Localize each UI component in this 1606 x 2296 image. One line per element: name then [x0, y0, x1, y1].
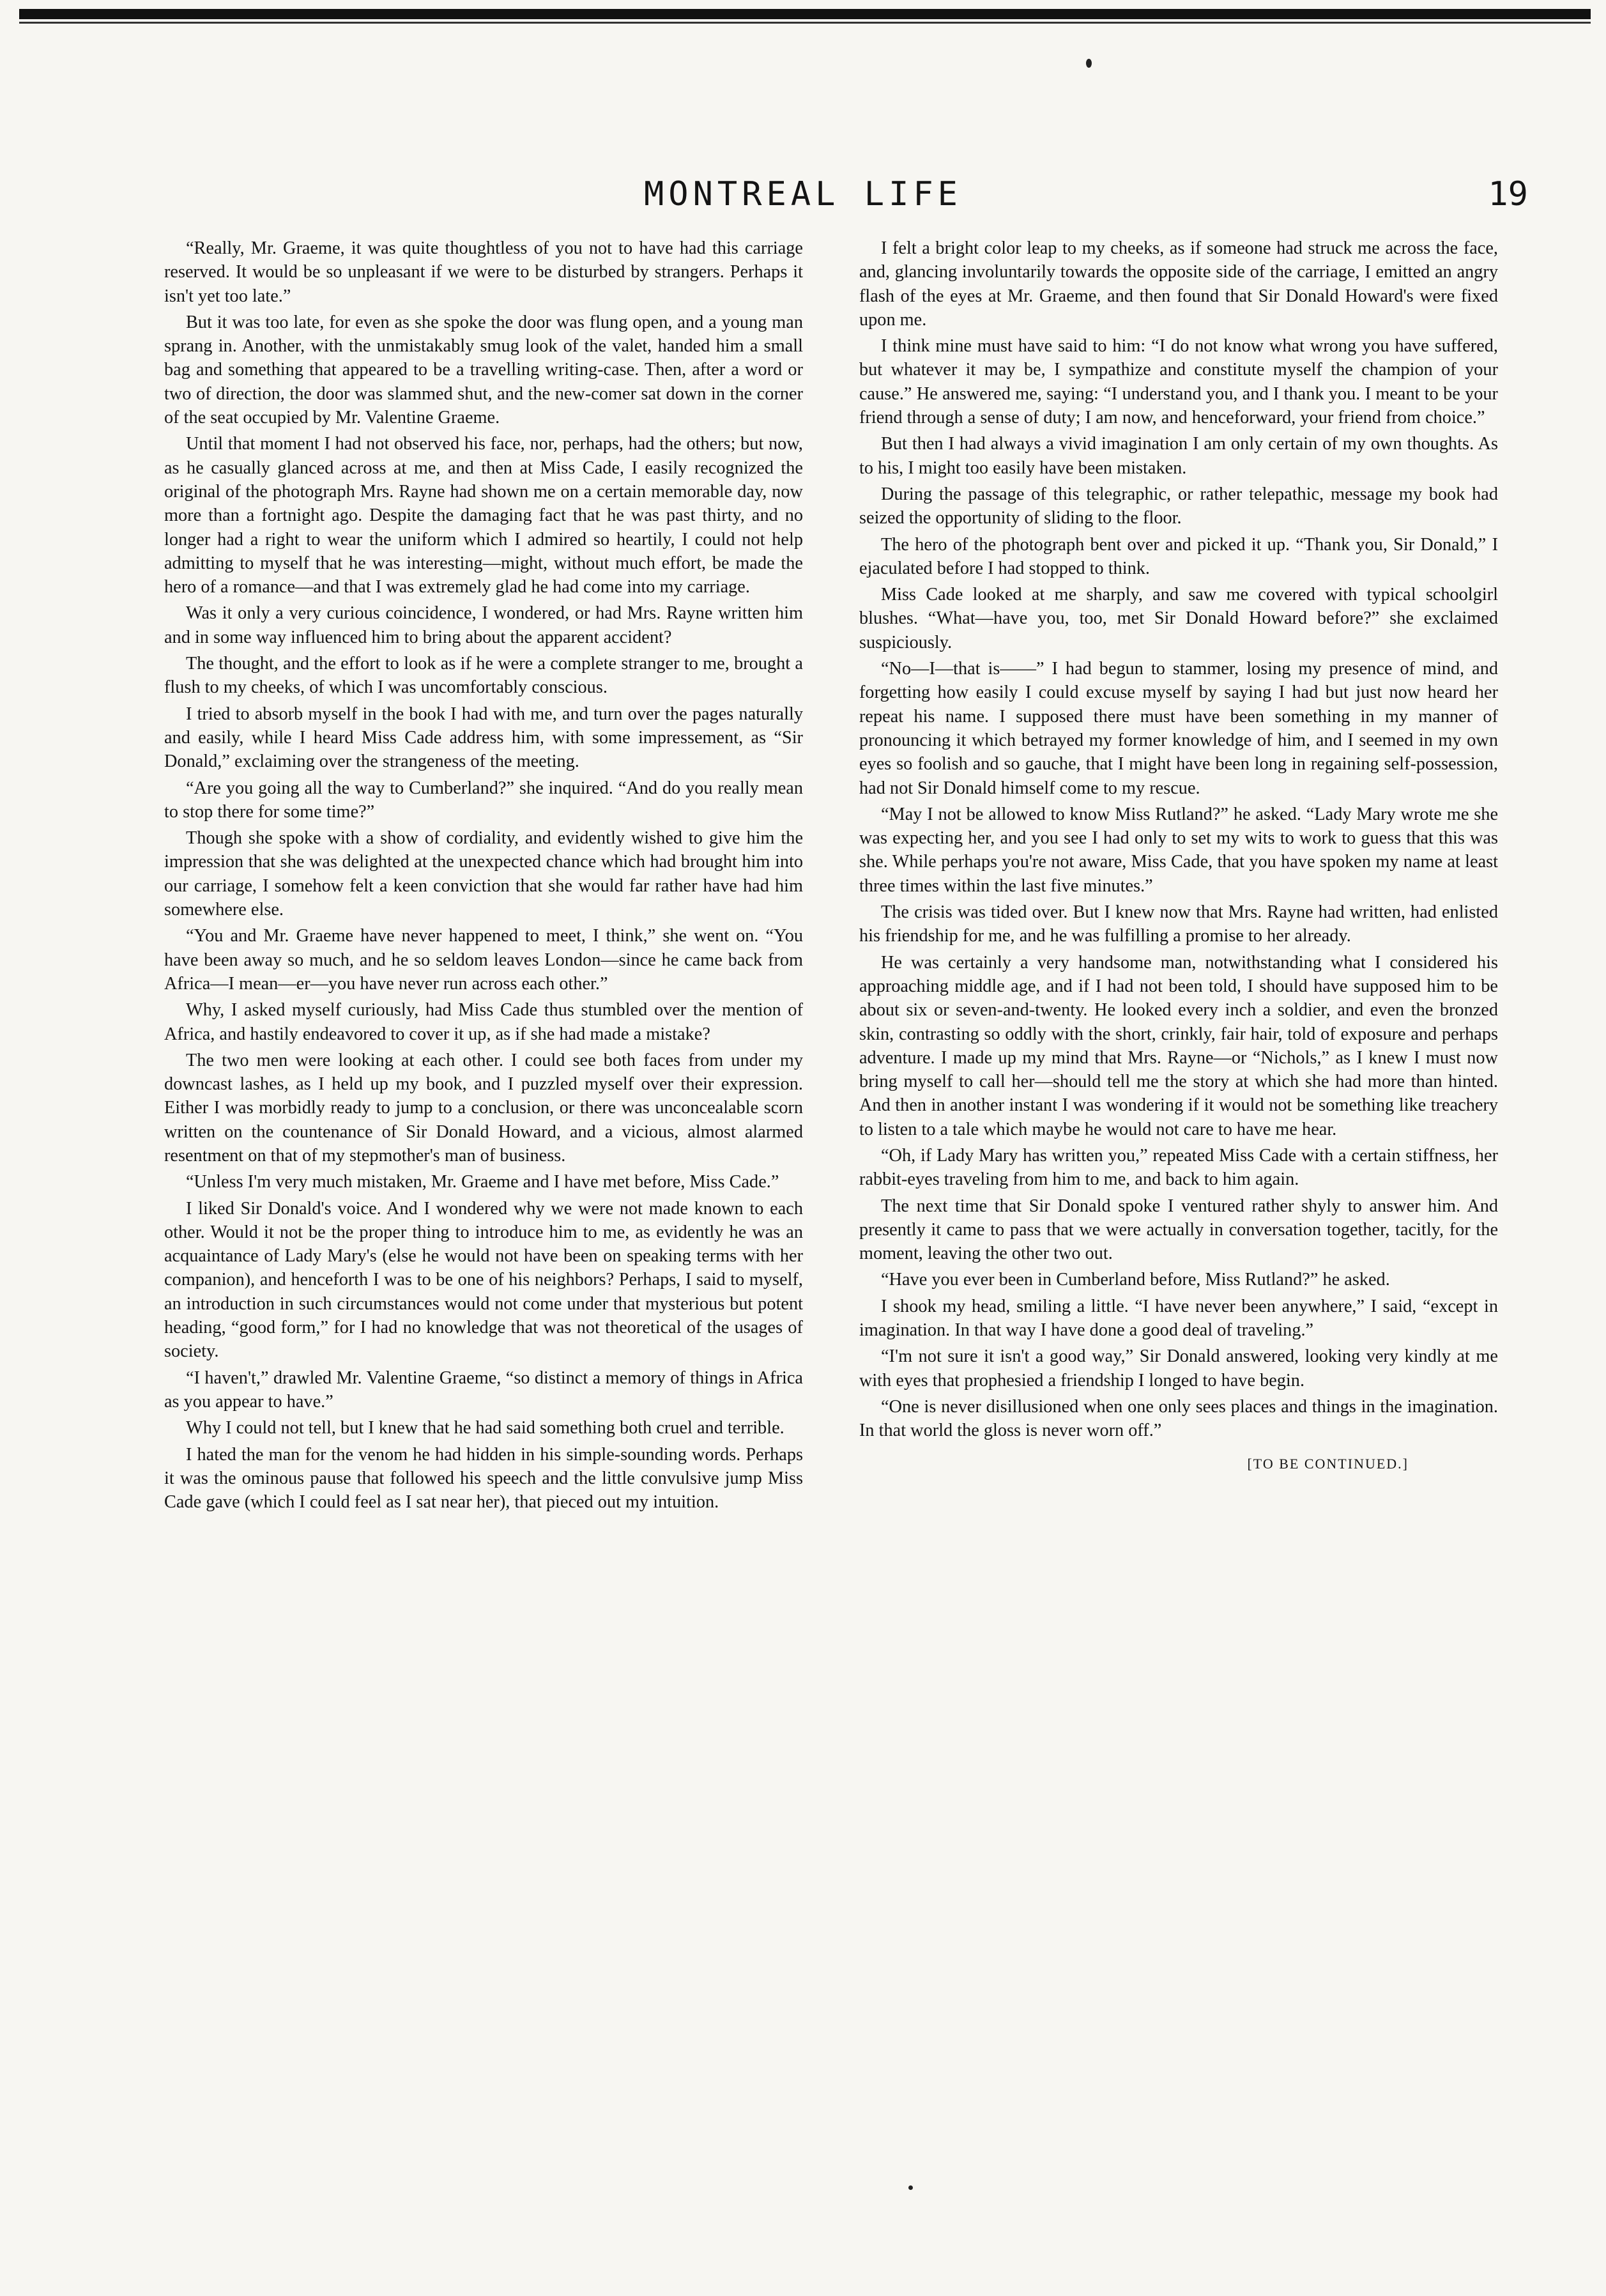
paragraph: Was it only a very curious coincidence, I wondered, or had Mrs. Rayne written him and in some way influenced him to bring about the apparent accident?	[164, 603, 803, 647]
paragraph: “Have you ever been in Cumberland before, Miss Rutland?” he asked.	[881, 1270, 1390, 1290]
paragraph: Miss Cade looked at me sharply, and saw me covered with typical schoolgirl blushes. “What—have you, too, met Sir Donald Howard before?” she exclaimed suspiciously.	[859, 585, 1498, 652]
paragraph: “I'm not sure it isn't a good way,” Sir Donald answered, looking very kindly at me with eyes that prophesied a friendship I longed to have begin.	[859, 1346, 1498, 1391]
paragraph: The crisis was tided over. But I knew now that Mrs. Rayne had written, had enlisted his friendship for me, and he was fulfilling a promise to her already.	[859, 902, 1498, 946]
paragraph: The thought, and the effort to look as if he were a complete stranger to me, brought a flush to my cheeks, of which I was uncomfortably conscious.	[164, 654, 803, 698]
ink-speck	[908, 2185, 913, 2190]
page-number: 19	[1488, 175, 1528, 213]
paragraph: The next time that Sir Donald spoke I ventured rather shyly to answer him. And presently it came to pass that we were actually in conversation together, tacitly, for the moment, leaving the other two out.	[859, 1196, 1498, 1264]
page-header	[0, 174, 1606, 219]
paragraph: I hated the man for the venom he had hidden in his simple-sounding words. Perhaps it was the ominous pause that followed his speech and the little convulsive jump Miss Cade gave (which I could feel as I sat near her), that pieced out my intuition.	[164, 1444, 803, 1513]
paragraph: I think mine must have said to him: “I do not know what wrong you have suffered, but whatever it may be, I sympathize and constitute myself the champion of your cause.” He answered me, saying: “I understand you, and I thank you. I meant to be your friend through a sense of duty; I am now, and henceforward, your friend from choice.”	[859, 336, 1498, 428]
paragraph: “Oh, if Lady Mary has written you,” repeated Miss Cade with a certain stiffness, her rabbit-eyes traveling from him to me, and back to him again.	[859, 1145, 1498, 1190]
paragraph: “I haven't,” drawled Mr. Valentine Graeme, “so distinct a memory of things in Africa as you appear to have.”	[164, 1368, 803, 1412]
top-rule	[19, 9, 1591, 19]
paragraph: But it was too late, for even as she spoke the door was flung open, and a young man sprang in. Another, with the unmistakably smug look of the valet, handed him a small bag and something that appeared to be a travelling writing-case. Then, after a word or two of direction, the door was slammed shut, and the new-comer sat down in the corner of the seat occupied by Mr. Valentine Graeme.	[164, 312, 803, 428]
right-column	[859, 236, 1498, 1475]
to-be-continued-note: [TO BE CONTINUED.]	[1247, 1455, 1409, 1472]
paragraph: But then I had always a vivid imagination I am only certain of my own thoughts. As to his, I might too easily have been mistaken.	[859, 434, 1498, 478]
ink-speck	[1086, 59, 1092, 68]
paragraph: “You and Mr. Graeme have never happened to meet, I think,” she went on. “You have been away so much, and he so seldom leaves London—since he came back from Africa—I mean—er—you have never run across each other.”	[164, 926, 803, 994]
paragraph: The two men were looking at each other. I could see both faces from under my downcast lashes, as I held up my book, and I puzzled myself over their expression. Either I was morbidly ready to jump to a conclusion, or there was unconcealable scorn written on the countenance of Sir Donald Howard, and a vicious, almost alarmed resentment on that of my stepmother's man of business.	[164, 1050, 803, 1166]
paragraph: I shook my head, smiling a little. “I have never been anywhere,” I said, “except in imagination. In that way I have done a good deal of traveling.”	[859, 1296, 1498, 1341]
running-title: MONTREAL LIFE	[644, 175, 962, 213]
paragraph: The hero of the photograph bent over and picked it up. “Thank you, Sir Donald,” I ejaculated before I had stopped to think.	[859, 534, 1498, 578]
paragraph: “One is never disillusioned when one only sees places and things in the imagination. In that world the gloss is never worn off.”	[859, 1396, 1498, 1441]
paragraph: Why I could not tell, but I knew that he had said something both cruel and terrible.	[186, 1418, 784, 1438]
paragraph: “Really, Mr. Graeme, it was quite thoughtless of you not to have had this carriage reserved. It would be so unpleasant if we were to be disturbed by strangers. Perhaps it isn't yet too late.”	[164, 238, 803, 306]
paragraph: “May I not be allowed to know Miss Rutland?” he asked. “Lady Mary wrote me she was expecting her, and you see I had only to set my wits to work to guess that this was she. While perhaps you're not aware, Miss Cade, that you have spoken my name at least three times within the last five minutes.”	[859, 804, 1498, 896]
paragraph: Why, I asked myself curiously, had Miss Cade thus stumbled over the mention of Africa, and hastily endeavored to cover it up, as if she had made a mistake?	[164, 1000, 803, 1044]
paragraph: “No—I—that is——” I had begun to stammer, losing my presence of mind, and forgetting how easily I could excuse myself by saying I had but just now heard her repeat his name. I supposed there must have been something in my manner of pronouncing it which betrayed my former knowledge of him, and I seemed in my own eyes so foolish and so gauche, that I might have been long in regaining self-possession, had not Sir Donald himself come to my rescue.	[859, 659, 1498, 798]
left-column	[164, 236, 803, 1516]
paragraph: “Unless I'm very much mistaken, Mr. Graeme and I have met before, Miss Cade.”	[186, 1172, 779, 1192]
paragraph: Until that moment I had not observed his face, nor, perhaps, had the others; but now, as he casually glanced across at me, and then at Miss Cade, I easily recognized the original of the photograph Mrs. Rayne had shown me on a certain memorable day, now more than a fortnight ago. Despite the damaging fact that he was past thirty, and no longer had a right to wear the uniform which I admired so heartily, I could not help admitting to myself that he was interesting—might, without much effort, be made the hero of a romance—and that I was extremely glad he had come into my carriage.	[164, 434, 803, 597]
paragraph: During the passage of this telegraphic, or rather telepathic, message my book had seized the opportunity of sliding to the floor.	[859, 484, 1498, 528]
paragraph: I tried to absorb myself in the book I had with me, and turn over the pages naturally and easily, while I heard Miss Cade address him, with some impressement, as “Sir Donald,” exclaiming over the strangeness of the meeting.	[164, 704, 803, 772]
paragraph: “Are you going all the way to Cumberland?” she inquired. “And do you really mean to stop there for some time?”	[164, 778, 803, 822]
paragraph: He was certainly a very handsome man, notwithstanding what I considered his approaching middle age, and if I had not been told, I should have supposed him to be about six or seven-and-twenty. He looked every inch a soldier, and even the bronzed skin, contrasting so oddly with the short, crinkly, fair hair, told of exposure and perhaps adventure. I made up my mind that Mrs. Rayne—or “Nichols,” as I knew I must now bring myself to call her—should tell me the story at which she had more than hinted. And then in another instant I was wondering if it would not be something like treachery to listen to a tale which maybe he would not care to have me hear.	[859, 952, 1498, 1139]
paragraph: Though she spoke with a show of cordiality, and evidently wished to give him the impression that she was delighted at the unexpected chance which had brought him into our carriage, I somehow felt a keen conviction that she would far rather have had him somewhere else.	[164, 828, 803, 920]
top-rule-thin	[19, 22, 1591, 24]
paragraph: I felt a bright color leap to my cheeks, as if someone had struck me across the face, and, glancing involuntarily towards the opposite side of the carriage, I emitted an angry flash of the eyes at Mr. Graeme, and then found that Sir Donald Howard's were fixed upon me.	[859, 238, 1498, 330]
paragraph: I liked Sir Donald's voice. And I wondered why we were not made known to each other. Would it not be the proper thing to introduce him to me, as evidently he was an acquaintance of Lady Mary's (else he would not have been on speaking terms with her companion), and henceforth I was to be one of his neighbors? Perhaps, I said to myself, an introduction in such circumstances would not come under that mysterious but potent heading, “good form,” for I had no knowledge that was not theoretical of the usages of society.	[164, 1198, 803, 1362]
